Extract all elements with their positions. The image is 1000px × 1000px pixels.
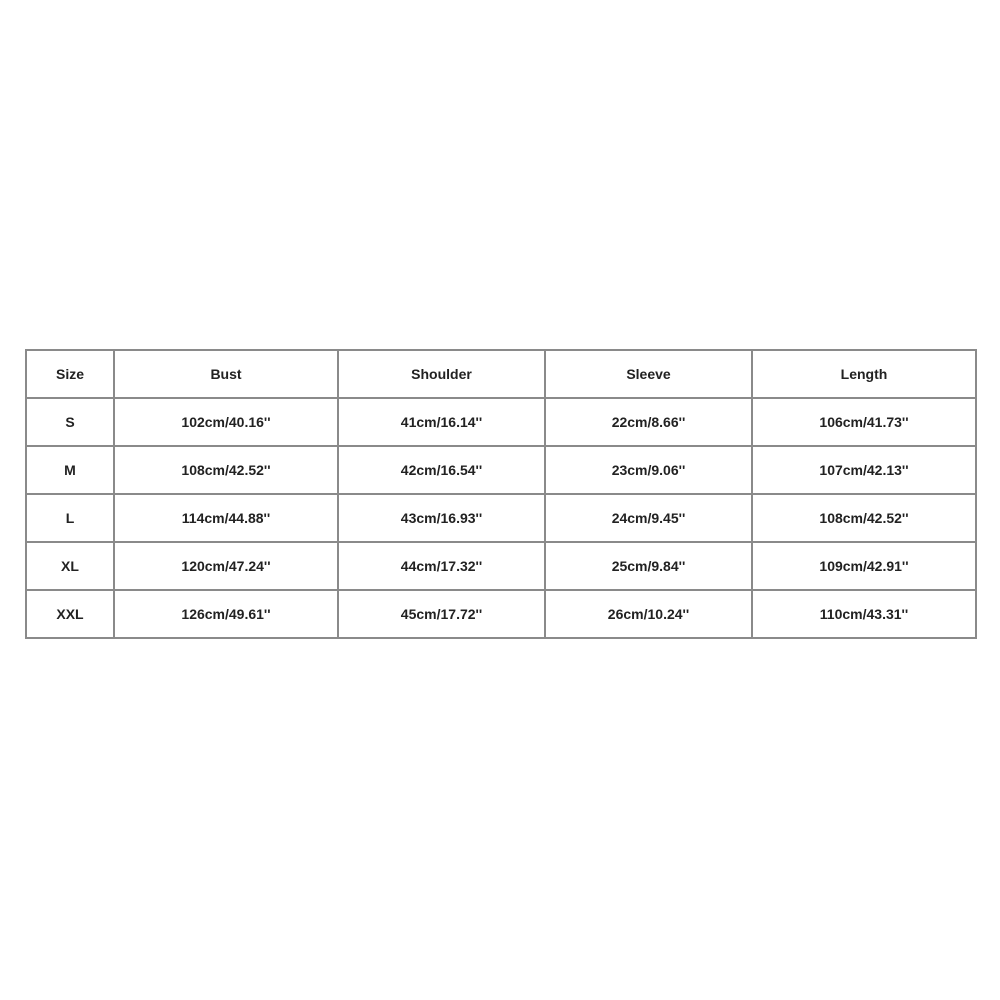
header-size: Size <box>26 350 114 398</box>
header-row <box>26 350 976 398</box>
cell-bust: 120cm/47.24'' <box>114 542 338 590</box>
cell-shoulder: 44cm/17.32'' <box>338 542 545 590</box>
cell-size: L <box>26 494 114 542</box>
cell-bust: 114cm/44.88'' <box>114 494 338 542</box>
cell-shoulder: 45cm/17.72'' <box>338 590 545 638</box>
cell-size: XXL <box>26 590 114 638</box>
table-row <box>26 590 976 638</box>
header-shoulder: Shoulder <box>338 350 545 398</box>
table-row <box>26 494 976 542</box>
cell-bust: 108cm/42.52'' <box>114 446 338 494</box>
cell-length: 107cm/42.13'' <box>752 446 976 494</box>
cell-shoulder: 41cm/16.14'' <box>338 398 545 446</box>
cell-length: 109cm/42.91'' <box>752 542 976 590</box>
cell-length: 110cm/43.31'' <box>752 590 976 638</box>
cell-size: XL <box>26 542 114 590</box>
header-bust: Bust <box>114 350 338 398</box>
cell-sleeve: 23cm/9.06'' <box>545 446 752 494</box>
cell-length: 106cm/41.73'' <box>752 398 976 446</box>
table-row <box>26 398 976 446</box>
cell-shoulder: 42cm/16.54'' <box>338 446 545 494</box>
cell-sleeve: 24cm/9.45'' <box>545 494 752 542</box>
cell-sleeve: 25cm/9.84'' <box>545 542 752 590</box>
table-row <box>26 446 976 494</box>
cell-shoulder: 43cm/16.93'' <box>338 494 545 542</box>
table-row <box>26 542 976 590</box>
cell-sleeve: 22cm/8.66'' <box>545 398 752 446</box>
cell-bust: 102cm/40.16'' <box>114 398 338 446</box>
cell-size: M <box>26 446 114 494</box>
cell-size: S <box>26 398 114 446</box>
cell-bust: 126cm/49.61'' <box>114 590 338 638</box>
size-chart-table <box>25 349 977 639</box>
header-length: Length <box>752 350 976 398</box>
cell-sleeve: 26cm/10.24'' <box>545 590 752 638</box>
cell-length: 108cm/42.52'' <box>752 494 976 542</box>
header-sleeve: Sleeve <box>545 350 752 398</box>
